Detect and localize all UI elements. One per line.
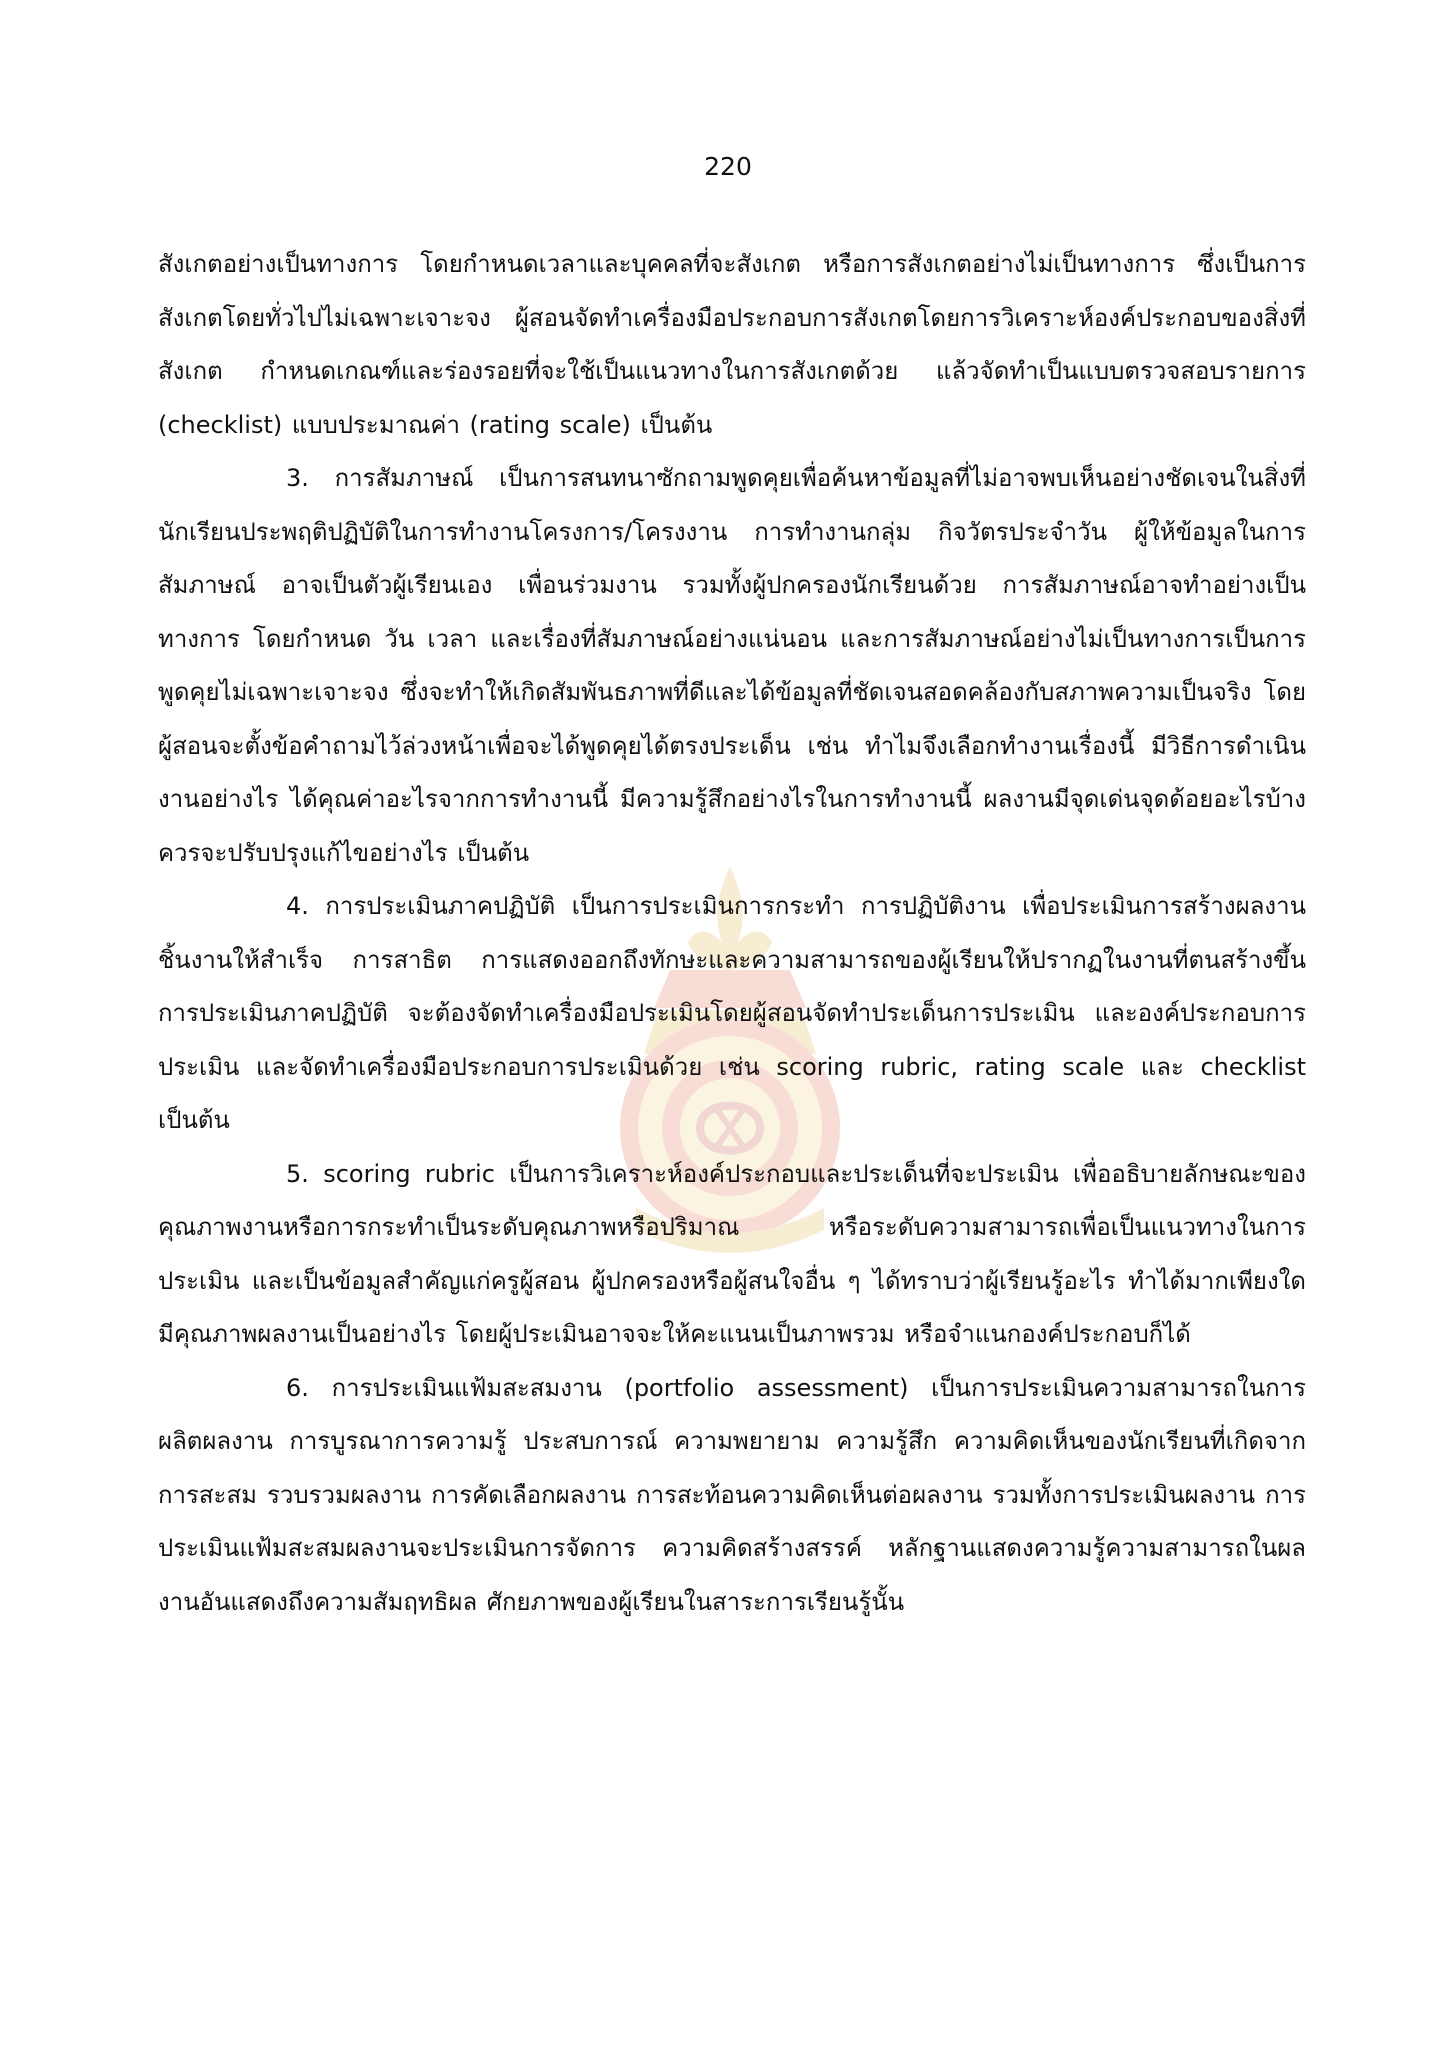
body-text xyxy=(158,238,1306,1629)
page-number: 220 xyxy=(704,152,752,181)
paragraph-performance-assessment: 4. การประเมินภาคปฏิบัติ เป็นการประเมินการกระทำ การปฏิบัติงาน เพื่อประเมินการสร้างผลงานชิ้นงานให้สำเร็จ การสาธิต การแสดงออกถึงทักษะและความสามารถของผู้เรียนให้ปรากฏในงานที่ตนสร้างขึ้น การประเมินภาคปฏิบัติ จะต้องจัดทำเครื่องมือประเมินโดยผู้สอนจัดทำประเด็นการประเมิน และองค์ประกอบการประเมิน และจัดทำเครื่องมือประกอบการประเมินด้วย เช่น scoring rubric, rating scale และ checklist เป็นต้น xyxy=(158,892,1306,1134)
paragraph-observation-continued: สังเกตอย่างเป็นทางการ โดยกำหนดเวลาและบุคคลที่จะสังเกต หรือการสังเกตอย่างไม่เป็นทางการ ซึ่งเป็นการสังเกตโดยทั่วไปไม่เฉพาะเจาะจง ผู้สอนจัดทำเครื่องมือประกอบการสังเกตโดยการวิเคราะห์องค์ประกอบของสิ่งที่สังเกต กำหนดเกณฑ์และร่องรอยที่จะใช้เป็นแนวทางในการสังเกตด้วย แล้วจัดทำเป็นแบบตรวจสอบรายการ (checklist) แบบประมาณค่า (rating scale) เป็นต้น xyxy=(158,250,1306,439)
paragraph-portfolio-assessment: 6. การประเมินแฟ้มสะสมงาน (portfolio assessment) เป็นการประเมินความสามารถในการผลิตผลงาน การบูรณาการความรู้ ประสบการณ์ ความพยายาม ความรู้สึก ความคิดเห็นของนักเรียนที่เกิดจากการสะสม รวบรวมผลงาน การคัดเลือกผลงาน การสะท้อนความคิดเห็นต่อผลงาน รวมทั้งการประเมินผลงาน การประเมินแฟ้มสะสมผลงานจะประเมินการจัดการ ความคิดสร้างสรรค์ หลักฐานแสดงความรู้ความสามารถในผลงานอันแสดงถึงความสัมฤทธิผล ศักยภาพของผู้เรียนในสาระการเรียนรู้นั้น xyxy=(158,1373,1306,1616)
paragraph-interview: 3. การสัมภาษณ์ เป็นการสนทนาซักถามพูดคุยเพื่อค้นหาข้อมูลที่ไม่อาจพบเห็นอย่างชัดเจนในสิ่งที่นักเรียนประพฤติปฏิบัติในการทำงานโครงการ/โครงงาน การทำงานกลุ่ม กิจวัตรประจำวัน ผู้ให้ข้อมูลในการสัมภาษณ์ อาจเป็นตัวผู้เรียนเอง เพื่อนร่วมงาน รวมทั้งผู้ปกครองนักเรียนด้วย การสัมภาษณ์อาจทำอย่างเป็นทางการ โดยกำหนด วัน เวลา และเรื่องที่สัมภาษณ์อย่างแน่นอน และการสัมภาษณ์อย่างไม่เป็นทางการเป็นการพูดคุยไม่เฉพาะเจาะจง ซึ่งจะทำให้เกิดสัมพันธภาพที่ดีและได้ข้อมูลที่ชัดเจนสอดคล้องกับสภาพความเป็นจริง โดยผู้สอนจะตั้งข้อคำถามไว้ล่วงหน้าเพื่อจะได้พูดคุยได้ตรงประเด็น เช่น ทำไมจึงเลือกทำงานเรื่องนี้ มีวิธีการดำเนินงานอย่างไร ได้คุณค่าอะไรจากการทำงานนี้ มีความรู้สึกอย่างไรในการทำงานนี้ ผลงานมีจุดเด่นจุดด้อยอะไรบ้าง ควรจะปรับปรุงแก้ไขอย่างไร เป็นต้น xyxy=(158,464,1306,867)
paragraph-scoring-rubric: 5. scoring rubric เป็นการวิเคราะห์องค์ประกอบและประเด็นที่จะประเมิน เพื่ออธิบายลักษณะของคุณภาพงานหรือการกระทำเป็นระดับคุณภาพหรือปริมาณ หรือระดับความสามารถเพื่อเป็นแนวทางในการประเมิน และเป็นข้อมูลสำคัญแก่ครูผู้สอน ผู้ปกครองหรือผู้สนใจอื่น ๆ ได้ทราบว่าผู้เรียนรู้อะไร ทำได้มากเพียงใด มีคุณภาพผลงานเป็นอย่างไร โดยผู้ประเมินอาจจะให้คะแนนเป็นภาพรวม หรือจำแนกองค์ประกอบก็ได้ xyxy=(158,1159,1306,1348)
